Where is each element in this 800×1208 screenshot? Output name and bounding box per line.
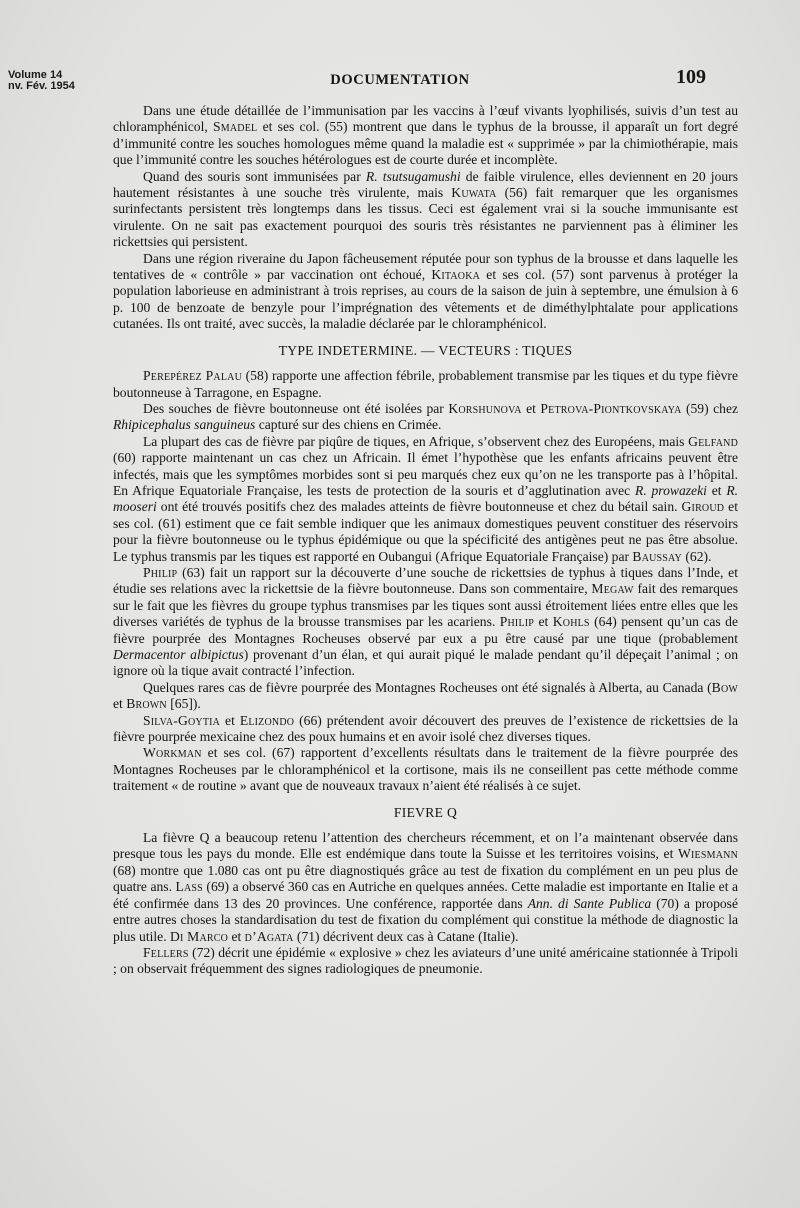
volume-label: Volume 14	[8, 69, 63, 81]
text-run: (63) fait un rapport sur la découverte d’une souche de rickettsies de typhus à tiques dans l’Inde, et étudie ses relations avec la rickettsie de la fièvre boutonneuse. Dans son commentaire,	[113, 564, 738, 597]
text-run: capturé sur des chiens en Crimée.	[255, 417, 442, 433]
paragraph	[113, 945, 738, 978]
text-run: La plupart des cas de fièvre par piqûre de tiques, en Afrique, s’observent chez des Européens, mais	[143, 433, 689, 449]
text-run: (62).	[681, 548, 712, 564]
paragraph	[113, 368, 738, 401]
paragraph	[113, 103, 738, 169]
text-run: Des souches de fièvre boutonneuse ont été isolées par	[143, 400, 449, 416]
text-run: de faible virulence, elles deviennent en 20 jours hautement résistantes à une souche très virulente, mais	[113, 168, 738, 201]
paragraph	[113, 169, 738, 251]
author-name: Baussay	[632, 548, 682, 564]
paragraph	[113, 401, 738, 434]
section-heading: TYPE INDETERMINE. — VECTEURS : TIQUES	[278, 342, 573, 358]
text-run: Dans une étude détaillée de l’immunisation par les vaccins à l’œuf vivants lyophilisés, suivis d’un test au chloramphénicol,	[113, 103, 738, 135]
text-run: Quelques rares cas de fièvre pourprée des Montagnes Rocheuses ont été signalés à Alberta, au Canada (	[143, 679, 712, 695]
text-run: (70) a proposé entre autres choses la standardisation du test de fixation du complément qui constitue la méthode de diagnostic la plus utile.	[113, 895, 738, 944]
text-run: (56) fait remarquer que les organismes surinfectants persistent très longtemps dans les tissus. Ceci est également vrai si la souche immunisante est virulente. On ne sait pas exactement pourquoi des souris très résistantes ne parviennent pas à éliminer les rickettsies qui persistent.	[113, 185, 738, 250]
author-name: Korshunova	[448, 400, 522, 416]
italic-term: Rhipicephalus sanguineus	[113, 417, 256, 433]
text-run: (71) décrivent deux cas à Catane (Italie).	[293, 928, 519, 944]
section-heading: FIEVRE Q	[393, 804, 458, 820]
author-name: Silva-Goytia	[143, 712, 221, 728]
author-name: Wiesmann	[678, 846, 738, 862]
text-run: (66) prétendent avoir découvert des preuves de l’existence de rickettsies de la fièvre pourprée mexicaine chez des poux humains et en avoir isolé chez diverses tiques.	[113, 712, 738, 745]
text-run: [65]).	[166, 696, 201, 712]
paragraph	[113, 745, 738, 794]
author-name: Fellers	[143, 944, 189, 960]
paragraph	[113, 565, 738, 680]
text-run: (58) rapporte une affection fébrile, probablement transmise par les tiques et du type fièvre boutonneuse à Tarragone, en Espagne.	[113, 368, 738, 400]
text-run: et	[220, 712, 240, 728]
text-run: ) provenant d’un élan, et qui aurait piqué le malade pendant qu’il dépeçait l’animal ; on ignore où la tique avait contracté l’infection.	[113, 647, 738, 679]
paragraph	[113, 713, 738, 746]
author-name: Philip	[143, 564, 178, 580]
author-name: Perepérez Palau	[143, 368, 242, 384]
text-run: La fièvre Q a beaucoup retenu l’attention des chercheurs récemment, et on l’a maintenant observée dans presque tous les pays du monde. Elle est endémique dans toute la Suisse et les territoires voisins, et	[113, 830, 738, 862]
author-name: Bow	[711, 679, 738, 695]
text-run: et	[534, 614, 553, 630]
text-run: fait des remarques sur le fait que les fièvres du groupe typhus transmises par les tiques sont aussi étroitement liées entre elles que les diverses variétés de typhus de la brousse transmises par les acariens.	[113, 581, 739, 630]
author-name: Kohls	[552, 614, 590, 630]
italic-term: Ann. di Sante Publica	[527, 895, 652, 911]
author-name: Brown	[126, 696, 167, 712]
author-name: Elizondo	[239, 712, 295, 728]
text-run: et	[521, 400, 541, 416]
italic-term: R. tsutsugamushi	[365, 168, 461, 184]
text-run: ont été trouvés positifs chez des malades atteints de fièvre boutonneuse et chez du bétail sain.	[156, 499, 682, 515]
paragraph	[113, 680, 738, 713]
author-name: Gelfand	[688, 433, 738, 449]
text-run: (68) montre que 1.080 cas ont pu être diagnostiqués grâce au test de fixation du complément en un peu plus de quatre ans.	[113, 862, 738, 895]
text-run: et	[706, 482, 727, 498]
text-run: et	[113, 696, 127, 712]
article-body	[113, 103, 738, 978]
page-number: 109	[676, 66, 706, 88]
text-run: Dans une région riveraine du Japon fâcheusement réputée pour son typhus de la brousse et dans laquelle les tentatives de « contrôle » par vaccination ont échoué,	[113, 250, 738, 283]
text-run: (72) décrit une épidémie « explosive » chez les aviateurs d’une unité américaine stationnée à Tripoli ; on observait fréquemment des signes radiologiques de pneumonie.	[113, 944, 738, 977]
text-run: Quand des souris sont immunisées par	[143, 168, 366, 184]
text-run: (59) chez	[681, 400, 739, 416]
paragraph	[113, 434, 738, 565]
text-run: (69) a observé 360 cas en Autriche en quelques années. Cette maladie est importante en Italie et a été confirmée dans 13 des 20 provinces. Une conférence, rapportée dans	[113, 879, 739, 911]
text-run: (60) rapporte maintenant un cas chez un Africain. Il émet l’hypothèse que les enfants africains peuvent être infectés, mais que les symptômes morbides sont si peu marqués chez eux qu’on ne les transporte pas à l’hôpital. En Afrique Equatoriale Française, les tests de protection de la souris et d’agglutination avec	[113, 450, 738, 498]
author-name: Kuwata	[451, 185, 497, 201]
running-header-title: DOCUMENTATION	[330, 72, 470, 88]
text-run: (64) pensent qu’un cas de fièvre pourprée des Montagnes Rocheuses observé par eux a pu être causé par une tique (probablement	[113, 614, 738, 646]
author-name: Petrova-Piontkovskaya	[540, 400, 682, 416]
author-name: Lass	[175, 879, 203, 895]
text-run: et ses col. (67) rapportent d’excellents résultats dans le traitement de la fièvre pourprée des Montagnes Rocheuses par le chloramphénicol et la cortisone, mais ils ne conseillent pas cette méthode comme traitement « de routine » avant que de nouveaux travaux n’aient été réalisés à ce sujet.	[113, 745, 738, 794]
italic-term: Dermacentor albipictus	[113, 647, 244, 662]
italic-term: R. prowazeki	[635, 482, 707, 498]
paragraph	[113, 830, 738, 945]
author-name: Megaw	[591, 581, 634, 597]
author-name: Di Marco	[170, 928, 229, 944]
italic-term: R. mooseri	[113, 482, 739, 515]
author-name: Kitaoka	[431, 267, 481, 283]
text-run: et ses col. (61) estiment que ce fait semble indiquer que les animaux domestiques peuvent constituer des réservoirs pour la fièvre boutonneuse ou le typhus épidémique ou que la spécificité des antigènes peut ne pas être absolue. Le typhus transmis par les tiques est rapporté en Oubangui (Afrique Equatoriale Française) par	[113, 499, 738, 564]
author-name: Workman	[143, 745, 202, 761]
author-name: d’Agata	[244, 928, 294, 944]
author-name: Giroud	[681, 499, 725, 515]
text-run: et	[228, 928, 245, 944]
author-name: Philip	[499, 614, 535, 630]
paragraph	[113, 251, 738, 333]
text-run: et ses col. (55) montrent que dans le typhus de la brousse, il apparaît un fort degré d’immunité contre les souches homologues même quand la maladie est « supprimée » par la chimiothérapie, mais que l’immunité contre les souches hétérologues est de courte durée et incomplète.	[113, 119, 738, 168]
issue-date: nv. Fév. 1954	[8, 80, 75, 92]
author-name: Smadel	[213, 119, 258, 135]
text-run: et ses col. (57) sont parvenus à protéger la population laborieuse en administrant à trois reprises, au cours de la saison de juin à septembre, une émulsion à 6 p. 100 de benzoate de benzyle pour l’imprégnation des vêtements et de diméthylphtalate pour applications cutanées. Ils ont traité, avec succès, la maladie déclarée par le chloramphénicol.	[113, 267, 738, 332]
